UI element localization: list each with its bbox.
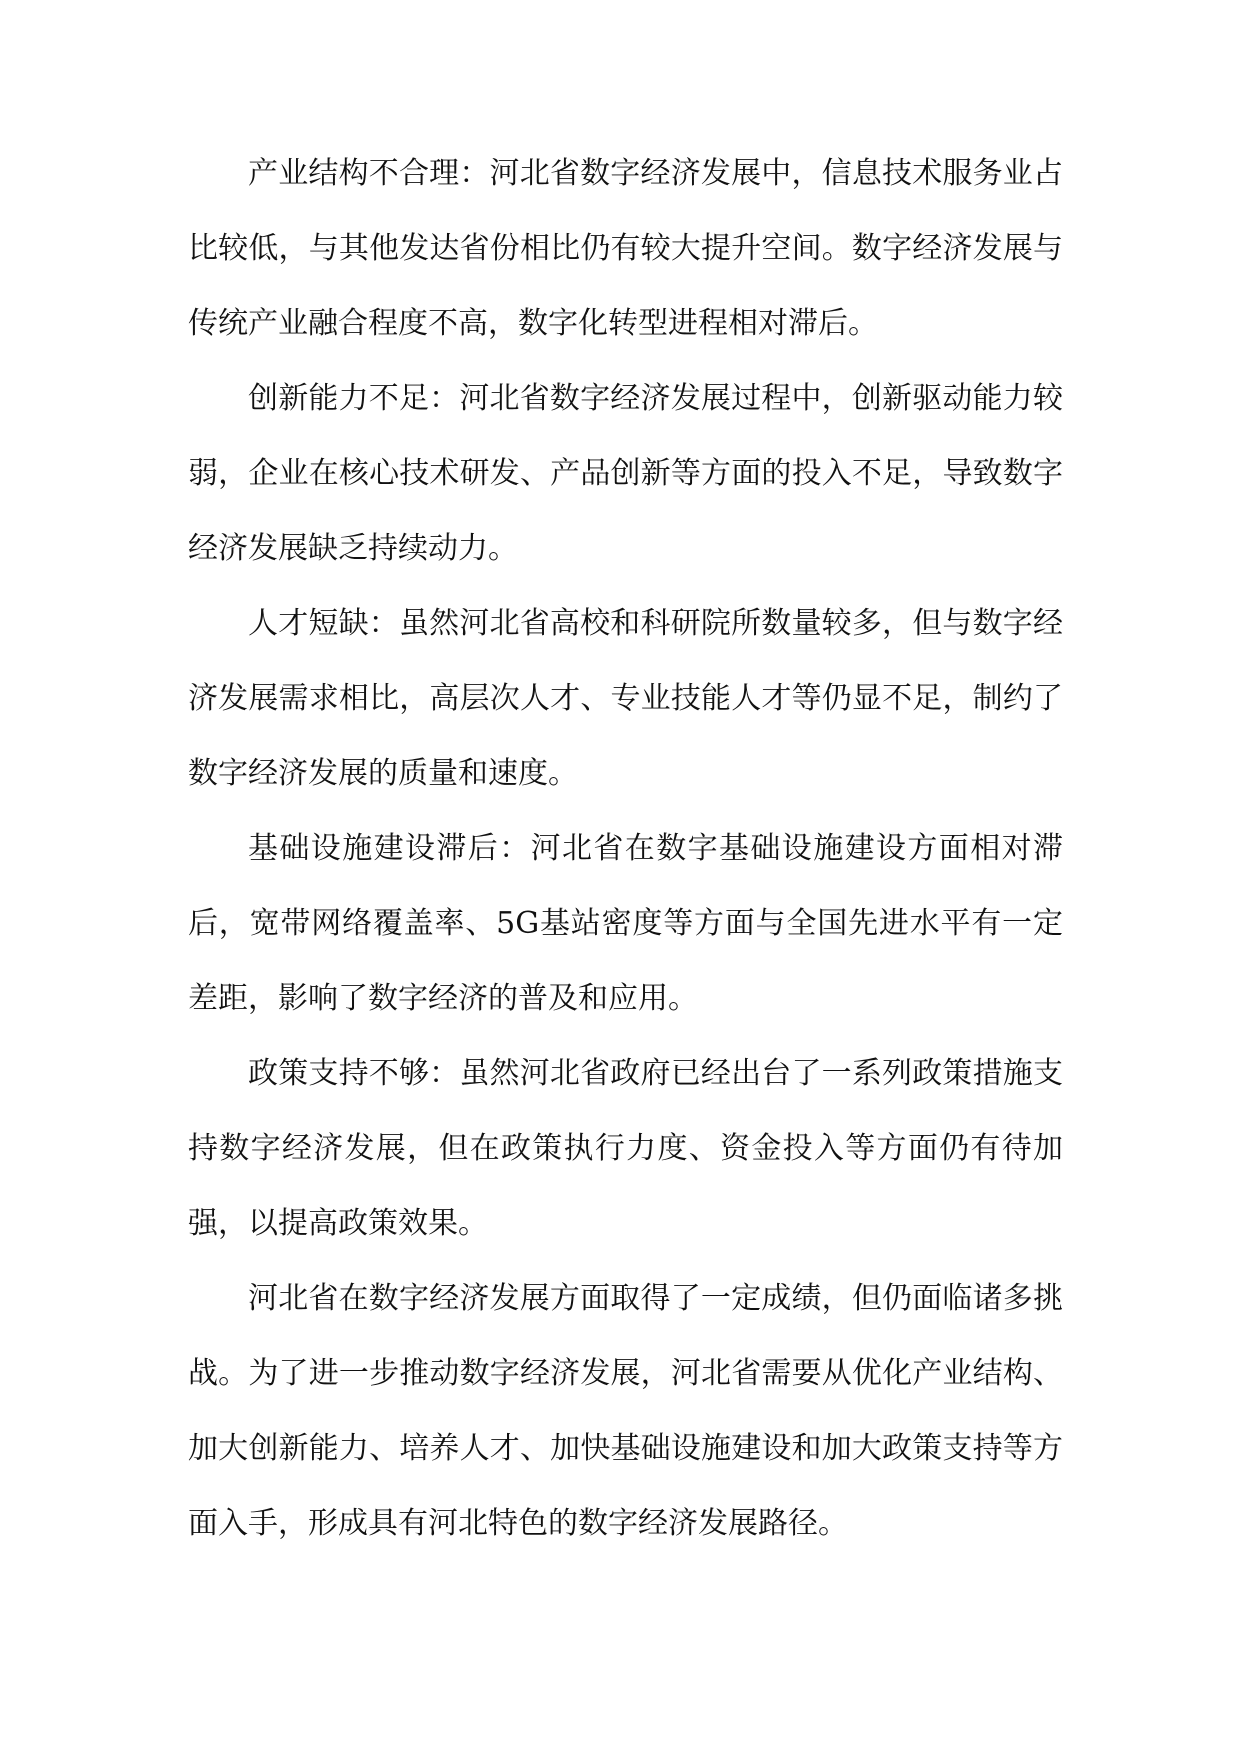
paragraph-talent-shortage: 人才短缺：虽然河北省高校和科研院所数量较多，但与数字经济发展需求相比，高层次人才、专业技能人才等仍显不足，制约了数字经济发展的质量和速度。 — [188, 606, 1063, 791]
paragraph-infrastructure: 基础设施建设滞后：河北省在数字基础设施建设方面相对滞后，宽带网络覆盖率、5G基站密度等方面与全国先进水平有一定差距，影响了数字经济的普及和应用。 — [188, 831, 1063, 1016]
paragraph-innovation-capacity: 创新能力不足：河北省数字经济发展过程中，创新驱动能力较弱，企业在核心技术研发、产品创新等方面的投入不足，导致数字经济发展缺乏持续动力。 — [188, 381, 1063, 566]
paragraph-industrial-structure: 产业结构不合理：河北省数字经济发展中，信息技术服务业占比较低，与其他发达省份相比仍有较大提升空间。数字经济发展与传统产业融合程度不高，数字化转型进程相对滞后。 — [188, 156, 1063, 341]
paragraph-policy-support: 政策支持不够：虽然河北省政府已经出台了一系列政策措施支持数字经济发展，但在政策执行力度、资金投入等方面仍有待加强，以提高政策效果。 — [188, 1056, 1063, 1241]
document-body — [188, 136, 1063, 1561]
paragraph-conclusion: 河北省在数字经济发展方面取得了一定成绩，但仍面临诸多挑战。为了进一步推动数字经济发展，河北省需要从优化产业结构、加大创新能力、培养人才、加快基础设施建设和加大政策支持等方面入手，形成具有河北特色的数字经济发展路径。 — [188, 1281, 1063, 1541]
